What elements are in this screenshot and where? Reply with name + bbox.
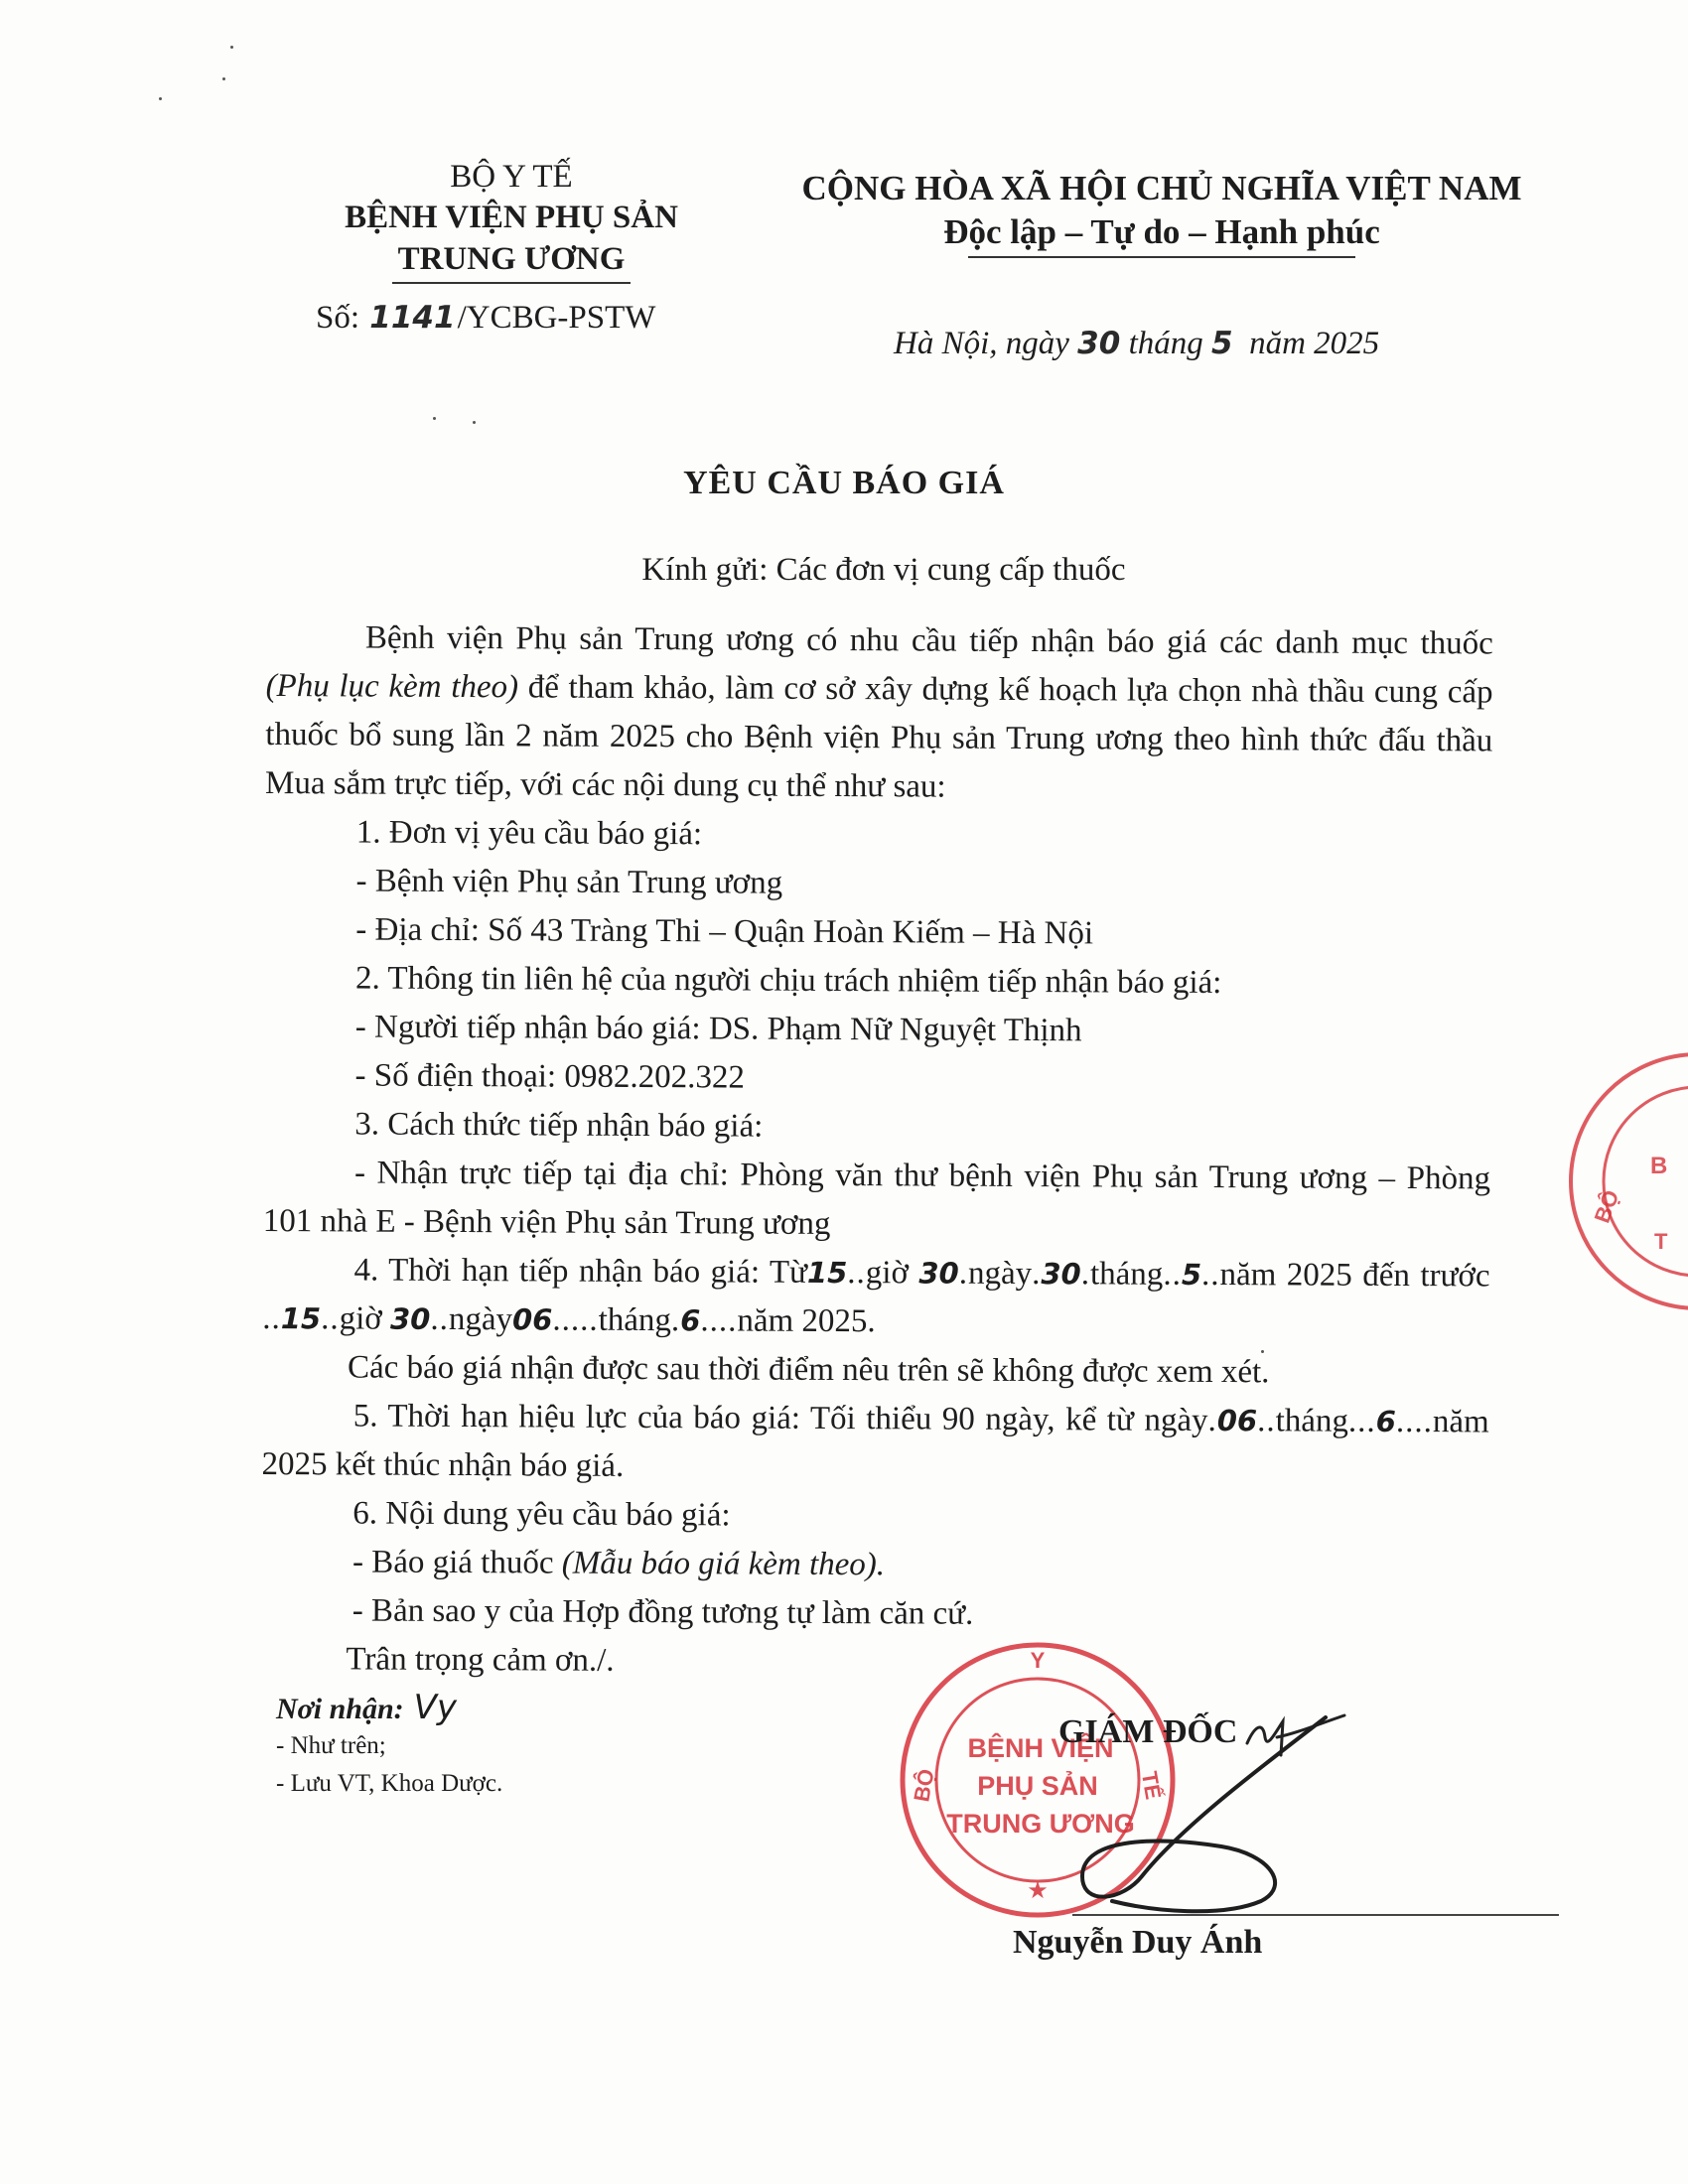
handwritten-initials: Vy — [413, 1688, 458, 1727]
to-hour: 15 — [280, 1301, 322, 1336]
from-minute: 30 — [918, 1256, 959, 1291]
receiving-method: - Nhận trực tiếp tại địa chỉ: Phòng văn thư bệnh viện Phụ sản Trung ương – Phòng 101 nhà E - Bệnh viện Phụ sản Trung ương — [262, 1155, 1491, 1242]
edge-seal-text-1: B — [1650, 1153, 1668, 1179]
agency-underline — [392, 282, 631, 284]
ministry-name: BỘ Y TẾ — [450, 159, 573, 195]
edge-seal-text-3: T — [1654, 1229, 1668, 1254]
intro-appendix-note: (Phụ lục kèm theo) — [265, 667, 519, 706]
seal-ring-top: Y — [1030, 1648, 1046, 1673]
director-signature — [1043, 1688, 1340, 1926]
date-month-label: tháng — [1128, 326, 1203, 361]
doc-number-prefix: Số: — [316, 300, 360, 336]
seal-ring-left: BỘ — [909, 1767, 939, 1804]
section-5-validity: 5. Thời hạn hiệu lực của báo giá: Tối thiểu 90 ngày, kể từ ngày.06..tháng...6....năm 2025 kết thúc nhận báo giá. — [261, 1398, 1489, 1484]
signature-line — [1072, 1914, 1559, 1916]
from-day: 30 — [1041, 1257, 1081, 1292]
seal-line-2: PHỤ SẢN — [977, 1771, 1098, 1801]
late-quote-note: Các báo giá nhận được sau thời điểm nêu trên sẽ không được xem xét. — [347, 1349, 1270, 1391]
issuing-agency-header — [298, 157, 725, 284]
from-month: 5 — [1181, 1257, 1202, 1292]
signer-title: GIÁM ĐỐC — [1058, 1713, 1238, 1750]
national-motto: Độc lập – Tự do – Hạnh phúc — [943, 212, 1380, 251]
seal-line-3: TRUNG ƯƠNG — [946, 1809, 1135, 1839]
document-body — [260, 614, 1493, 1690]
hospital-name-line2: TRUNG ƯƠNG — [397, 241, 626, 277]
hospital-name-line1: BỆNH VIỆN PHỤ SẢN — [345, 200, 678, 235]
date-month: 5 — [1210, 326, 1233, 361]
doc-number-handwritten: 1141 — [369, 300, 456, 336]
greeting: Kính gửi: Các đơn vị cung cấp thuốc — [641, 552, 1126, 588]
requesting-unit: - Bệnh viện Phụ sản Trung ương — [355, 863, 783, 901]
section-6-heading: 6. Nội dung yêu cầu báo giá: — [352, 1495, 731, 1534]
validity-month: 6 — [1375, 1404, 1397, 1438]
document-date — [894, 326, 1379, 362]
request-item-1: - Báo giá thuốc (Mẫu báo giá kèm theo). — [352, 1544, 886, 1583]
date-prefix: Hà Nội, ngày — [894, 326, 1069, 361]
to-month: 6 — [680, 1303, 701, 1338]
request-item-2: - Bản sao y của Hợp đồng tương tự làm căn cứ. — [352, 1592, 974, 1632]
doc-number-suffix: /YCBG-PSTW — [457, 300, 656, 336]
to-day: 06 — [511, 1302, 553, 1337]
motto-underline — [968, 256, 1355, 258]
contact-person: - Người tiếp nhận báo giá: DS. Phạm Nữ Nguyệt Thịnh — [354, 1009, 1082, 1049]
section-1-heading: 1. Đơn vị yêu cầu báo giá: — [355, 814, 703, 853]
contact-phone: - Số điện thoại: 0982.202.322 — [354, 1057, 745, 1096]
section-3-heading: 3. Cách thức tiếp nhận báo giá: — [354, 1106, 764, 1145]
national-header — [735, 167, 1589, 258]
closing-line: Trân trọng cảm ơn./. — [346, 1641, 615, 1679]
section-4-deadline: 4. Thời hạn tiếp nhận báo giá: Từ15..giờ 30.ngày.30.tháng..5..năm 2025 đến trước ..15..giờ 30..ngày06.....tháng.6....năm 2025. — [262, 1252, 1490, 1340]
unit-address: - Địa chỉ: Số 43 Tràng Thi – Quận Hoàn Kiếm – Hà Nội — [355, 911, 1094, 952]
recipients-block — [276, 1688, 502, 1803]
recipients-label: Nơi nhận: — [276, 1693, 404, 1725]
to-minute: 30 — [389, 1301, 431, 1336]
seal-star: ★ — [1027, 1876, 1049, 1904]
signer-name: Nguyễn Duy Ánh — [1013, 1924, 1263, 1961]
validity-day: 06 — [1216, 1404, 1258, 1438]
seal-line-1: BỆNH VIỆN — [967, 1733, 1114, 1763]
recipient-item: - Như trên; — [276, 1732, 386, 1759]
document-number — [316, 300, 655, 337]
document-title: YÊU CẦU BÁO GIÁ — [683, 465, 1005, 501]
intro-paragraph: Bệnh viện Phụ sản Trung ương có nhu cầu tiếp nhận báo giá các danh mục thuốc (Phụ lục kèm theo) để tham khảo, làm cơ sở xây dựng kế hoạch lựa chọn nhà thầu cung cấp thuốc bổ sung lần 2 năm 2025 cho Bệnh viện Phụ sản Trung ương theo hình thức đấu thầu Mua sắm trực tiếp, với các nội dung cụ thể như sau: — [265, 619, 1493, 805]
section-2-heading: 2. Thông tin liên hệ của người chịu trách nhiệm tiếp nhận báo giá: — [354, 960, 1222, 1002]
country-name: CỘNG HÒA XÃ HỘI CHỦ NGHĨA VIỆT NAM — [801, 169, 1522, 207]
edge-seal-text-2: BỘ — [1589, 1186, 1624, 1227]
seal-ring-right: TẾ — [1136, 1769, 1167, 1802]
recipient-item: - Lưu VT, Khoa Dược. — [276, 1770, 503, 1797]
edge-seal-partial — [1559, 1052, 1688, 1310]
from-hour: 15 — [806, 1255, 848, 1291]
date-year: năm 2025 — [1249, 326, 1380, 361]
date-day: 30 — [1077, 326, 1121, 361]
